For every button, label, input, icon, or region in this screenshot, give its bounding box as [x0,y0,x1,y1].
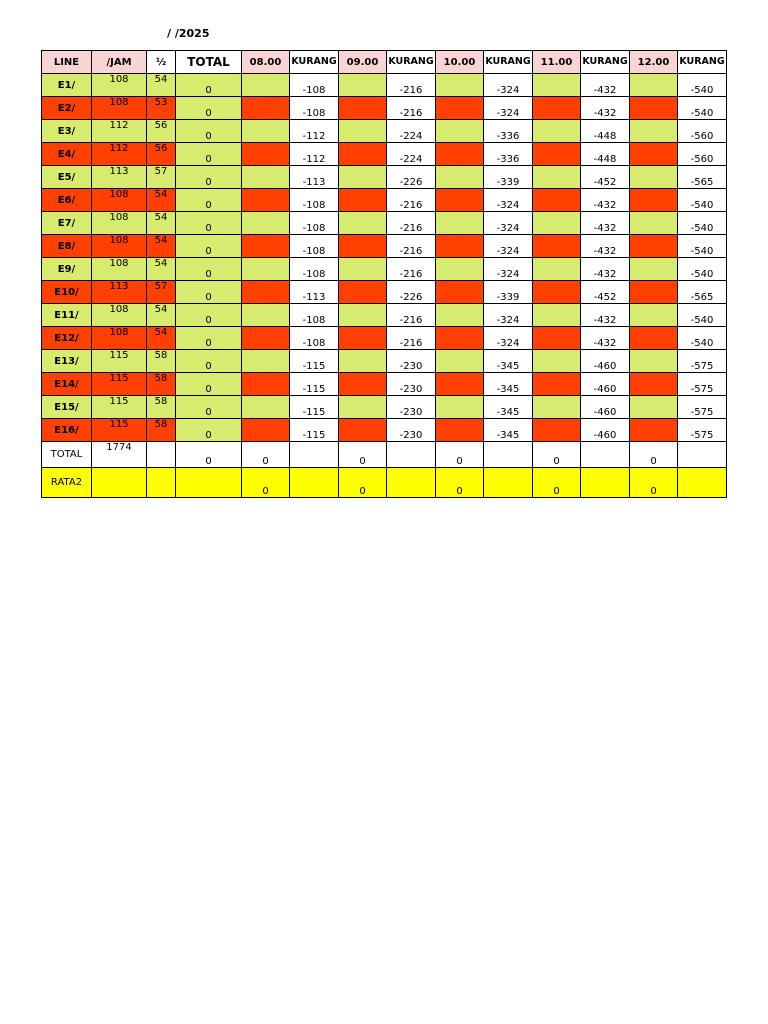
kurang-3-cell: -339 [484,166,533,189]
kurang-2-cell: -230 [387,373,436,396]
kurang-2-cell: -216 [387,258,436,281]
hour-10-cell [436,419,484,442]
table-row [42,304,727,327]
kurang-1-cell: -115 [290,350,339,373]
hour-08-cell [242,189,290,212]
hour-12-cell [630,120,678,143]
total-hour-10: 0 [436,442,484,468]
kurang-3-cell: -324 [484,74,533,97]
hour-11-cell [533,143,581,166]
line-cell: E10/ [42,281,92,304]
kurang-4-cell: -432 [581,327,630,350]
kurang-5-cell: -560 [678,120,727,143]
header-hour-08: 08.00 [242,51,290,74]
hour-10-cell [436,304,484,327]
kurang-1-cell: -108 [290,212,339,235]
kurang-5-cell: -540 [678,189,727,212]
hour-08-cell [242,166,290,189]
total-kurang-cell [290,442,339,468]
total-cell: 0 [176,419,242,442]
hour-09-cell [339,212,387,235]
hour-12-cell [630,143,678,166]
report-date: / /2025 [167,27,210,40]
total-cell: 0 [176,166,242,189]
total-cell: 0 [176,143,242,166]
table-row [42,281,727,304]
hour-10-cell [436,120,484,143]
kurang-2-cell: -230 [387,419,436,442]
half-cell: 56 [147,143,176,166]
hour-10-cell [436,350,484,373]
rata-hour-12: 0 [630,468,678,498]
half-cell: 58 [147,373,176,396]
kurang-3-cell: -336 [484,120,533,143]
half-cell: 54 [147,304,176,327]
table-row [42,212,727,235]
kurang-1-cell: -108 [290,258,339,281]
hour-08-cell [242,258,290,281]
hour-10-cell [436,189,484,212]
line-cell: E7/ [42,212,92,235]
total-cell: 0 [176,396,242,419]
rata-hour-11: 0 [533,468,581,498]
jam-cell: 115 [92,419,147,442]
kurang-1-cell: -112 [290,120,339,143]
line-cell: E14/ [42,373,92,396]
line-cell: E11/ [42,304,92,327]
jam-cell: 112 [92,143,147,166]
kurang-3-cell: -345 [484,373,533,396]
hour-09-cell [339,97,387,120]
kurang-5-cell: -540 [678,74,727,97]
kurang-1-cell: -115 [290,373,339,396]
table-row [42,97,727,120]
header-kurang-5: KURANG [678,51,727,74]
kurang-5-cell: -540 [678,235,727,258]
kurang-4-cell: -452 [581,281,630,304]
total-cell: 0 [176,258,242,281]
half-cell: 58 [147,419,176,442]
total-half-cell [147,442,176,468]
total-cell: 0 [176,327,242,350]
hour-12-cell [630,350,678,373]
hour-11-cell [533,166,581,189]
kurang-5-cell: -540 [678,327,727,350]
kurang-5-cell: -540 [678,212,727,235]
total-cell: 0 [176,281,242,304]
line-cell: E3/ [42,120,92,143]
kurang-3-cell: -345 [484,350,533,373]
hour-09-cell [339,396,387,419]
total-kurang-cell [678,442,727,468]
hour-08-cell [242,212,290,235]
hour-08-cell [242,235,290,258]
hour-12-cell [630,258,678,281]
half-cell: 54 [147,327,176,350]
kurang-4-cell: -432 [581,304,630,327]
kurang-2-cell: -230 [387,350,436,373]
hour-12-cell [630,212,678,235]
header-row [42,51,727,74]
hour-11-cell [533,419,581,442]
total-cell: 0 [176,373,242,396]
kurang-3-cell: -336 [484,143,533,166]
jam-cell: 115 [92,350,147,373]
kurang-2-cell: -216 [387,212,436,235]
table-row [42,419,727,442]
total-cell: 0 [176,350,242,373]
rata-hour-08: 0 [242,468,290,498]
total-cell: 0 [176,97,242,120]
jam-cell: 108 [92,97,147,120]
rata-kurang-cell [581,468,630,498]
hour-12-cell [630,396,678,419]
header-kurang-2: KURANG [387,51,436,74]
line-cell: E8/ [42,235,92,258]
jam-cell: 115 [92,373,147,396]
kurang-2-cell: -226 [387,166,436,189]
kurang-5-cell: -575 [678,419,727,442]
kurang-1-cell: -108 [290,235,339,258]
kurang-1-cell: -115 [290,396,339,419]
total-hour-09: 0 [339,442,387,468]
hour-11-cell [533,235,581,258]
total-row [42,442,727,468]
hour-11-cell [533,74,581,97]
table-row [42,373,727,396]
rata-label: RATA2 [42,468,92,498]
line-cell: E4/ [42,143,92,166]
total-kurang-cell [581,442,630,468]
hour-08-cell [242,350,290,373]
hour-08-cell [242,304,290,327]
hour-11-cell [533,120,581,143]
kurang-4-cell: -460 [581,350,630,373]
hour-10-cell [436,327,484,350]
line-cell: E9/ [42,258,92,281]
half-cell: 54 [147,212,176,235]
hour-12-cell [630,304,678,327]
hour-08-cell [242,327,290,350]
hour-09-cell [339,143,387,166]
hour-10-cell [436,373,484,396]
kurang-1-cell: -108 [290,97,339,120]
hour-11-cell [533,373,581,396]
hour-11-cell [533,350,581,373]
kurang-4-cell: -432 [581,97,630,120]
table-row [42,166,727,189]
header-kurang-3: KURANG [484,51,533,74]
hour-09-cell [339,373,387,396]
header-hour-09: 09.00 [339,51,387,74]
kurang-5-cell: -575 [678,373,727,396]
kurang-4-cell: -432 [581,189,630,212]
hour-11-cell [533,258,581,281]
half-cell: 54 [147,74,176,97]
total-total: 0 [176,442,242,468]
kurang-4-cell: -448 [581,143,630,166]
kurang-1-cell: -108 [290,304,339,327]
kurang-1-cell: -112 [290,143,339,166]
hour-10-cell [436,235,484,258]
rata-row [42,468,727,498]
kurang-1-cell: -113 [290,166,339,189]
rata-half-cell [147,468,176,498]
table-row [42,143,727,166]
hour-10-cell [436,258,484,281]
hour-11-cell [533,212,581,235]
kurang-2-cell: -230 [387,396,436,419]
hour-10-cell [436,74,484,97]
kurang-3-cell: -339 [484,281,533,304]
kurang-2-cell: -224 [387,120,436,143]
hour-09-cell [339,327,387,350]
half-cell: 53 [147,97,176,120]
rata-jam-cell [92,468,147,498]
line-cell: E1/ [42,74,92,97]
hour-09-cell [339,304,387,327]
table-row [42,258,727,281]
half-cell: 57 [147,281,176,304]
kurang-4-cell: -460 [581,419,630,442]
rata-kurang-cell [290,468,339,498]
kurang-4-cell: -448 [581,120,630,143]
hour-10-cell [436,396,484,419]
rata-kurang-cell [484,468,533,498]
half-cell: 54 [147,235,176,258]
hour-09-cell [339,74,387,97]
jam-cell: 113 [92,281,147,304]
header-kurang-4: KURANG [581,51,630,74]
hour-12-cell [630,97,678,120]
kurang-4-cell: -432 [581,258,630,281]
hour-09-cell [339,281,387,304]
kurang-5-cell: -565 [678,281,727,304]
hour-10-cell [436,97,484,120]
kurang-3-cell: -324 [484,258,533,281]
hour-08-cell [242,373,290,396]
jam-cell: 108 [92,258,147,281]
kurang-2-cell: -216 [387,327,436,350]
total-jam: 1774 [92,442,147,468]
hour-09-cell [339,419,387,442]
half-cell: 57 [147,166,176,189]
total-hour-08: 0 [242,442,290,468]
kurang-4-cell: -460 [581,373,630,396]
hour-12-cell [630,189,678,212]
header-kurang-1: KURANG [290,51,339,74]
kurang-2-cell: -216 [387,97,436,120]
kurang-3-cell: -324 [484,212,533,235]
kurang-4-cell: -432 [581,212,630,235]
hour-12-cell [630,327,678,350]
table-row [42,396,727,419]
kurang-3-cell: -324 [484,235,533,258]
hour-10-cell [436,212,484,235]
line-cell: E13/ [42,350,92,373]
kurang-4-cell: -452 [581,166,630,189]
rata-kurang-cell [678,468,727,498]
kurang-4-cell: -432 [581,74,630,97]
hour-12-cell [630,74,678,97]
hour-11-cell [533,189,581,212]
hour-09-cell [339,350,387,373]
rata-hour-10: 0 [436,468,484,498]
kurang-5-cell: -540 [678,97,727,120]
hour-08-cell [242,143,290,166]
production-table [41,50,727,498]
hour-12-cell [630,281,678,304]
kurang-4-cell: -460 [581,396,630,419]
kurang-5-cell: -540 [678,258,727,281]
hour-11-cell [533,281,581,304]
hour-08-cell [242,97,290,120]
total-kurang-cell [484,442,533,468]
kurang-1-cell: -108 [290,189,339,212]
header-hour-10: 10.00 [436,51,484,74]
total-cell: 0 [176,212,242,235]
kurang-1-cell: -113 [290,281,339,304]
hour-12-cell [630,373,678,396]
hour-12-cell [630,235,678,258]
kurang-4-cell: -432 [581,235,630,258]
jam-cell: 113 [92,166,147,189]
hour-10-cell [436,281,484,304]
table-row [42,327,727,350]
half-cell: 58 [147,396,176,419]
hour-09-cell [339,258,387,281]
jam-cell: 115 [92,396,147,419]
total-hour-11: 0 [533,442,581,468]
hour-08-cell [242,120,290,143]
hour-12-cell [630,166,678,189]
jam-cell: 108 [92,212,147,235]
kurang-3-cell: -324 [484,327,533,350]
hour-08-cell [242,396,290,419]
table-row [42,120,727,143]
jam-cell: 108 [92,304,147,327]
kurang-2-cell: -216 [387,235,436,258]
kurang-3-cell: -345 [484,396,533,419]
kurang-3-cell: -324 [484,97,533,120]
kurang-5-cell: -565 [678,166,727,189]
header-hour-11: 11.00 [533,51,581,74]
line-cell: E16/ [42,419,92,442]
kurang-2-cell: -216 [387,189,436,212]
kurang-2-cell: -224 [387,143,436,166]
line-cell: E15/ [42,396,92,419]
total-cell: 0 [176,304,242,327]
header-hour-12: 12.00 [630,51,678,74]
kurang-2-cell: -216 [387,74,436,97]
total-kurang-cell [387,442,436,468]
jam-cell: 108 [92,327,147,350]
jam-cell: 112 [92,120,147,143]
kurang-3-cell: -324 [484,189,533,212]
total-cell: 0 [176,120,242,143]
kurang-3-cell: -345 [484,419,533,442]
kurang-5-cell: -540 [678,304,727,327]
hour-11-cell [533,396,581,419]
jam-cell: 108 [92,74,147,97]
half-cell: 54 [147,189,176,212]
kurang-5-cell: -560 [678,143,727,166]
kurang-2-cell: -216 [387,304,436,327]
line-cell: E12/ [42,327,92,350]
kurang-1-cell: -108 [290,327,339,350]
kurang-2-cell: -226 [387,281,436,304]
rata-total-cell [176,468,242,498]
total-label: TOTAL [42,442,92,468]
kurang-5-cell: -575 [678,350,727,373]
header-jam: /JAM [92,51,147,74]
half-cell: 58 [147,350,176,373]
header-half: ½ [147,51,176,74]
total-cell: 0 [176,74,242,97]
hour-11-cell [533,304,581,327]
hour-11-cell [533,327,581,350]
hour-09-cell [339,235,387,258]
rata-kurang-cell [387,468,436,498]
table-row [42,189,727,212]
rata-hour-09: 0 [339,468,387,498]
hour-08-cell [242,74,290,97]
hour-11-cell [533,97,581,120]
hour-10-cell [436,166,484,189]
kurang-5-cell: -575 [678,396,727,419]
jam-cell: 108 [92,189,147,212]
table-row [42,350,727,373]
hour-09-cell [339,166,387,189]
total-cell: 0 [176,235,242,258]
header-total: TOTAL [176,51,242,74]
hour-08-cell [242,419,290,442]
hour-09-cell [339,189,387,212]
line-cell: E6/ [42,189,92,212]
hour-09-cell [339,120,387,143]
kurang-1-cell: -108 [290,74,339,97]
half-cell: 56 [147,120,176,143]
table-row [42,235,727,258]
jam-cell: 108 [92,235,147,258]
line-cell: E5/ [42,166,92,189]
total-cell: 0 [176,189,242,212]
line-cell: E2/ [42,97,92,120]
table-row [42,74,727,97]
half-cell: 54 [147,258,176,281]
kurang-1-cell: -115 [290,419,339,442]
hour-08-cell [242,281,290,304]
hour-10-cell [436,143,484,166]
header-line: LINE [42,51,92,74]
total-hour-12: 0 [630,442,678,468]
kurang-3-cell: -324 [484,304,533,327]
hour-12-cell [630,419,678,442]
